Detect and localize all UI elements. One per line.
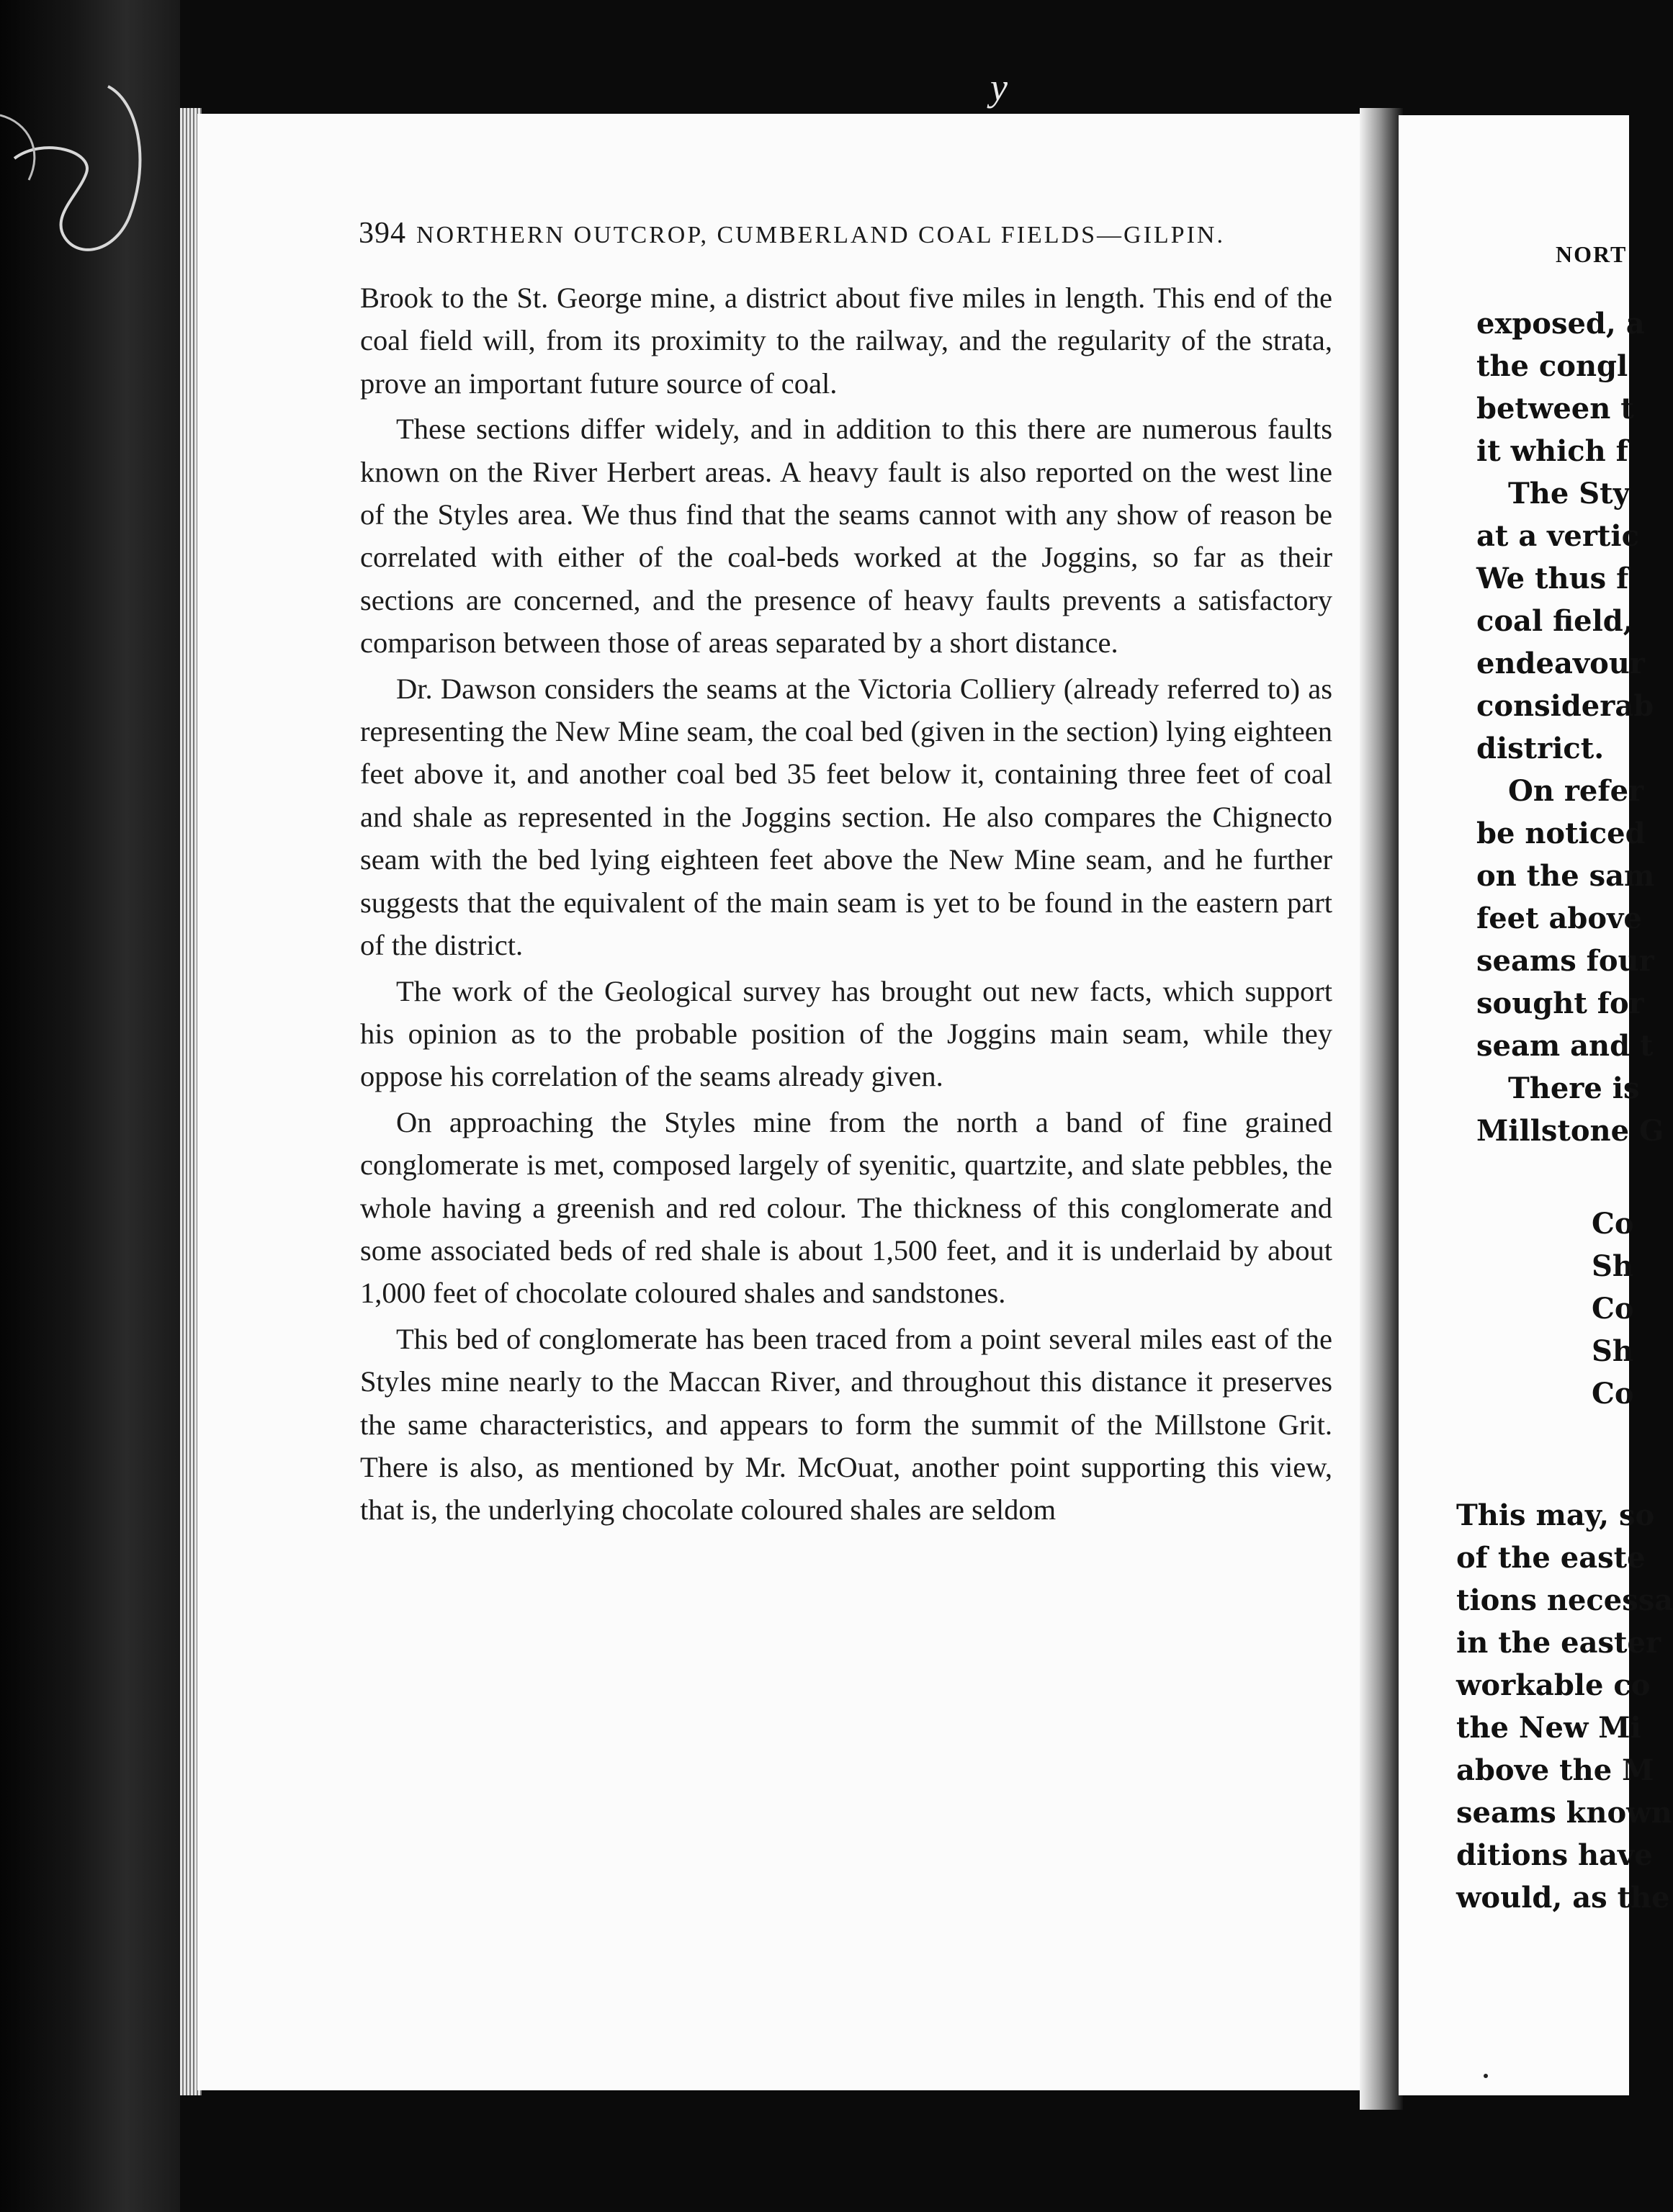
text-line: We thus f — [1476, 562, 1629, 595]
text-line: the New Mi — [1456, 1711, 1641, 1745]
text-line: the congl — [1476, 349, 1628, 383]
text-line: be noticed — [1476, 817, 1646, 850]
running-title: NORTHERN OUTCROP, CUMBERLAND COAL FIELDS—GILPIN. — [416, 222, 1225, 248]
text-line: exposed, a — [1476, 307, 1645, 341]
text-line: of the easte — [1456, 1541, 1646, 1575]
text-line: This may, so — [1456, 1498, 1655, 1532]
text-line: sought for — [1476, 986, 1644, 1020]
table-cell: Sh — [1592, 1249, 1633, 1283]
text-line: feet above — [1476, 902, 1642, 935]
text-line: between t — [1476, 392, 1634, 426]
text-line: considerab — [1476, 689, 1654, 723]
right-page-text — [1456, 302, 1673, 1919]
text-line: seams four — [1476, 944, 1654, 978]
top-mark: y — [990, 66, 1008, 109]
paragraph: This bed of conglomerate has been traced from a point several miles east of the Styles mine nearly to the Maccan River, and throughout this distance it preserves the same characteristics, and appears to form the summit of the Millstone Grit. There is also, as mentioned by Mr. McOuat, another point supporting this view, that is, the underlying chocolate coloured shales are seldom — [360, 1322, 1332, 1527]
right-running-header: NORT — [1556, 241, 1628, 267]
paragraph: The work of the Geological survey has brought out new facts, which support his opinion as to the probable position of the Joggins main seam, while they oppose his correlation of the seams already given. — [360, 974, 1332, 1093]
text-line: would, as the — [1456, 1881, 1670, 1915]
text-line: On refer — [1508, 774, 1644, 808]
text-line: There is — [1508, 1071, 1640, 1105]
text-line: ditions have — [1456, 1838, 1653, 1872]
binding-thread — [0, 72, 158, 259]
table-cell: Sh — [1592, 1334, 1633, 1368]
table-cell: Co — [1592, 1207, 1634, 1241]
text-line: tions necessa — [1456, 1583, 1673, 1617]
text-line: in the easter — [1456, 1626, 1661, 1660]
text-line: The Sty — [1508, 477, 1630, 511]
body-text — [360, 276, 1332, 1532]
spacer — [1476, 1152, 1628, 1202]
table-cell: Co — [1592, 1377, 1634, 1411]
paragraph: These sections differ widely, and in addition to this there are numerous faults known on the River Herbert areas. A heavy fault is also reported on the west line of the Styles area. We thus find that the seams cannot with any show of reason be correlated with either of the coal-beds worked at the Joggins, so far as their sections are concerned, and the presence of heavy faults prevents a satisfactory comparison between those of areas separated by a short distance. — [360, 413, 1332, 660]
text-line: at a vertic — [1476, 519, 1639, 553]
paragraph: Dr. Dawson considers the seams at the Victoria Colliery (already referred to) as representing the New Mine seam, the coal bed (given in the section) lying eighteen feet above it, and another coal bed 35 feet below it, containing three feet of coal and shale as represented in the Joggins section. He also compares the Chignecto seam with the bed lying eighteen feet above the New Mine seam, and he further suggests that the equivalent of the main seam is yet to be found in the eastern part of the district. — [360, 672, 1332, 962]
text-line: workable co — [1456, 1668, 1651, 1702]
paragraph: Brook to the St. George mine, a district about five miles in length. This end of the coal field will, from its proximity to the railway, and the regularity of the strata, prove an important future source of coal. — [360, 282, 1332, 400]
text-line: seams known — [1456, 1796, 1672, 1830]
text-line: coal field, — [1476, 604, 1633, 638]
text-line: above the M — [1456, 1753, 1654, 1787]
book-binding — [0, 0, 180, 2212]
page-gutter — [1360, 108, 1403, 2110]
text-line: it which f — [1476, 434, 1628, 468]
text-line: Millstone G — [1476, 1114, 1664, 1148]
text-line: endeavour — [1476, 647, 1645, 680]
running-header — [359, 216, 1295, 251]
page-number: 394 — [359, 217, 406, 250]
text-line: district. — [1476, 732, 1605, 765]
table-cell: Co — [1592, 1292, 1634, 1326]
text-line: on the sam — [1476, 859, 1655, 893]
speck — [1484, 2074, 1488, 2078]
paragraph: On approaching the Styles mine from the north a band of fine grained conglomerate is met, composed largely of syenitic, quartzite, and slate pebbles, the whole having a greenish and red colour. The thickness of this conglomerate and some associated beds of red shale is about 1,500 feet, and it is underlaid by about 1,000 feet of chocolate coloured shales and sandstones. — [360, 1105, 1332, 1310]
text-line: seam and t — [1476, 1029, 1654, 1063]
spacer — [1476, 1415, 1628, 1494]
